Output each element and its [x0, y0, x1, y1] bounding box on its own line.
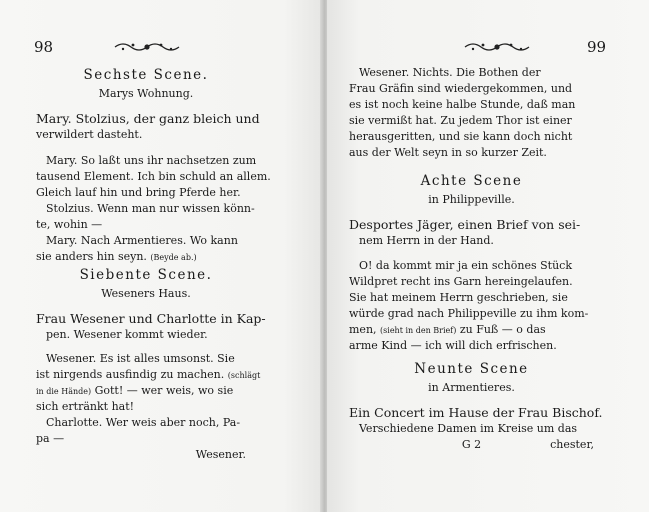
- dialogue-line: Sie hat meinem Herrn geschrieben, sie: [349, 291, 568, 304]
- stage-direction-line: Frau Wesener und Charlotte in Kap-: [36, 311, 266, 326]
- dialogue-line: tausend Element. Ich bin schuld an allem.: [36, 170, 271, 183]
- scene-title-achte: Achte Scene: [420, 173, 523, 189]
- dialogue-line: Mary. Nach Armentieres. Wo kann: [46, 234, 238, 247]
- dialogue-line: sie vermißt hat. Zu jedem Thor ist einer: [349, 114, 572, 127]
- left-page: [0, 0, 322, 512]
- dialogue-line: Mary. So laßt uns ihr nachsetzen zum: [46, 154, 257, 167]
- dialogue-line: in die Hände) Gott! — wer weis, wo sie: [36, 384, 234, 397]
- dialogue-line: sie anders hin seyn. (Beyde ab.): [36, 250, 197, 263]
- bracket-note: (schlägt: [227, 371, 261, 380]
- scene-location-weseners: Weseners Haus.: [101, 287, 191, 300]
- scene-location-armentieres: in Armentieres.: [428, 381, 515, 394]
- scene-title-siebente: Siebente Scene.: [79, 267, 213, 283]
- stage-direction-line: Ein Concert im Hause der Frau Bischof.: [349, 405, 603, 420]
- dialogue-line: Wesener. Es ist alles umsonst. Sie: [46, 352, 235, 365]
- dialogue-line: men, (sieht in den Brief) zu Fuß — o das: [349, 323, 546, 336]
- dialogue-line: Wildpret recht ins Garn hereingelaufen.: [349, 275, 573, 288]
- stage-direction-line: Verschiedene Damen im Kreise um das: [359, 422, 578, 435]
- dialogue-line: sich ertränkt hat!: [36, 400, 135, 413]
- stage-direction-line: Mary. Stolzius, der ganz bleich und: [36, 111, 260, 126]
- dialogue-line: es ist noch keine halbe Stunde, daß man: [349, 98, 576, 111]
- dialogue-line: O! da kommt mir ja ein schönes Stück: [359, 259, 572, 272]
- right-page: [327, 0, 649, 512]
- dialogue-line: Frau Gräfin sind wiedergekommen, und: [349, 82, 573, 95]
- page-number-right: 99: [587, 38, 607, 56]
- dialogue-line: Wesener. Nichts. Die Bothen der: [359, 66, 541, 79]
- dialogue-line: Gleich lauf hin und bring Pferde her.: [36, 186, 241, 199]
- stage-direction-line: pen. Wesener kommt wieder.: [46, 328, 208, 341]
- dialogue-line: pa —: [36, 432, 65, 445]
- ornament-icon: [463, 40, 531, 54]
- page-number-left: 98: [34, 38, 54, 56]
- scene-location-philippeville: in Philippeville.: [428, 193, 515, 206]
- catchword-right: chester,: [550, 438, 594, 451]
- dialogue-line: aus der Welt seyn in so kurzer Zeit.: [349, 146, 547, 159]
- dialogue-line: ist nirgends ausfindig zu machen. (schlägt: [36, 368, 261, 381]
- signature-mark: G 2: [461, 438, 482, 451]
- scene-title-neunte: Neunte Scene: [414, 361, 529, 377]
- exeunt-note: (Beyde ab.): [150, 253, 197, 262]
- ornament-icon: [113, 40, 181, 54]
- bracket-note: (sieht in den Brief): [380, 326, 457, 335]
- dialogue-line: arme Kind — ich will dich erfrischen.: [349, 339, 557, 352]
- dialogue-line: Stolzius. Wenn man nur wissen könn-: [46, 202, 255, 215]
- stage-direction-line: Desportes Jäger, einen Brief von sei-: [349, 217, 581, 232]
- dialogue-line: herausgeritten, und sie kann doch nicht: [349, 130, 573, 143]
- scene-location-marys: Marys Wohnung.: [98, 87, 194, 100]
- dialogue-line: Charlotte. Wer weis aber noch, Pa-: [46, 416, 241, 429]
- stage-direction-line: verwildert dasteht.: [36, 128, 143, 141]
- bracket-note: in die Hände): [36, 387, 92, 396]
- catchword-left: Wesener.: [195, 448, 246, 461]
- scene-title-sechste: Sechste Scene.: [83, 67, 209, 83]
- dialogue-line: te, wohin —: [36, 218, 103, 231]
- dialogue-line: würde grad nach Philippeville zu ihm kom-: [349, 307, 589, 320]
- stage-direction-line: nem Herrn in der Hand.: [359, 234, 494, 247]
